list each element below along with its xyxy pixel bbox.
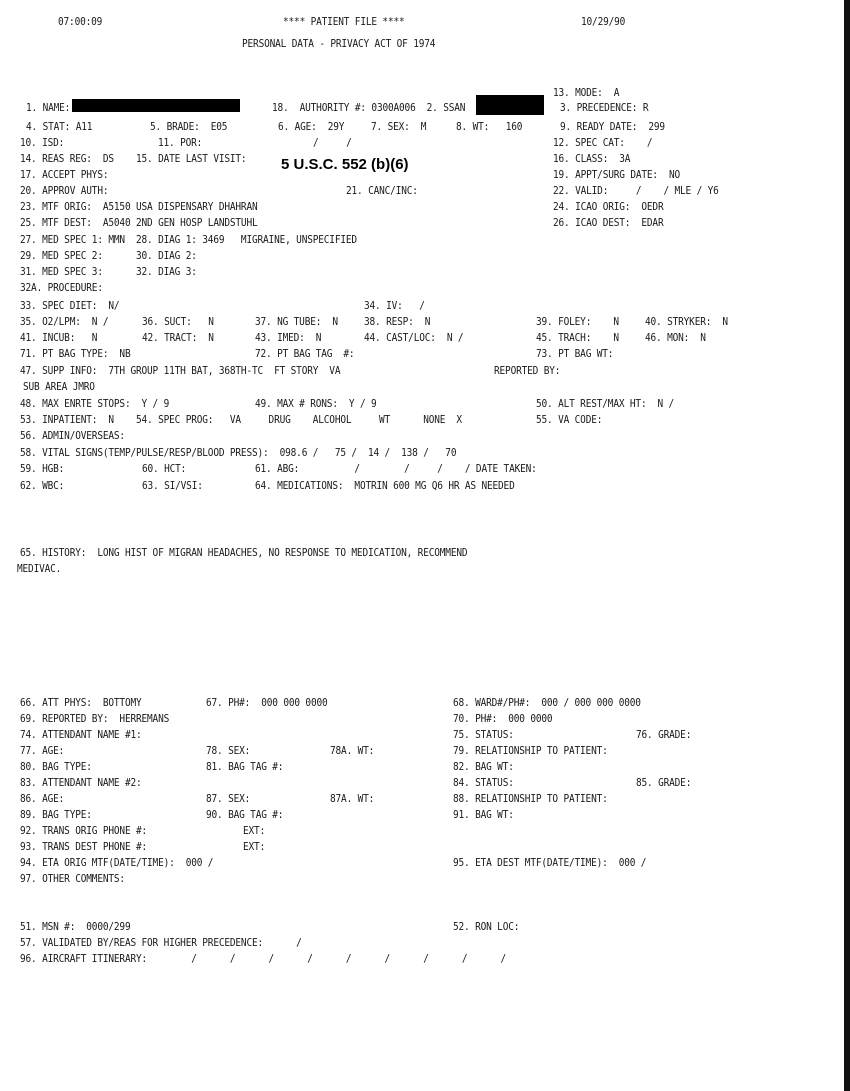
form-field-line: 86. AGE: — [20, 792, 65, 805]
form-field-line: 67. PH#: 000 000 0000 — [206, 696, 328, 709]
form-field-line: 79. RELATIONSHIP TO PATIENT: — [453, 744, 608, 757]
form-field-line: 45. TRACH: N — [536, 331, 619, 344]
form-field-line: 72. PT BAG TAG #: — [255, 347, 355, 360]
form-field-line: 65. HISTORY: LONG HIST OF MIGRAN HEADACHES, NO RESPONSE TO MEDICATION, RECOMMEND — [20, 546, 468, 559]
form-field-line: 64. MEDICATIONS: MOTRIN 600 MG Q6 HR AS NEEDED — [255, 479, 515, 492]
form-field-line: 48. MAX ENRTE STOPS: Y / 9 — [20, 397, 170, 410]
form-field-line: EXT: — [243, 840, 266, 853]
form-field-line: 21. CANC/INC: — [346, 184, 418, 197]
name-redaction — [72, 99, 240, 112]
form-field-line: 19. APPT/SURG DATE: NO — [553, 168, 681, 181]
header-title: **** PATIENT FILE **** — [283, 15, 405, 28]
form-field-line: 78A. WT: — [330, 744, 375, 757]
form-field-line: 88. RELATIONSHIP TO PATIENT: — [453, 792, 608, 805]
form-field-line: SUB AREA JMRO — [23, 380, 95, 393]
form-field-line: EXT: — [243, 824, 266, 837]
form-field-line: 95. ETA DEST MTF(DATE/TIME): 000 / — [453, 856, 647, 869]
form-field-line: 81. BAG TAG #: — [206, 760, 284, 773]
form-field-line: 3. PRECEDENCE: R — [560, 101, 649, 114]
form-field-line: 62. WBC: — [20, 479, 65, 492]
form-field-line: 74. ATTENDANT NAME #1: — [20, 728, 142, 741]
form-field-line: 85. GRADE: — [636, 776, 692, 789]
form-field-line: 84. STATUS: — [453, 776, 514, 789]
form-field-line: 73. PT BAG WT: — [536, 347, 614, 360]
form-field-line: 51. MSN #: 0000/299 — [20, 920, 131, 933]
form-field-line: 25. MTF DEST: A5040 2ND GEN HOSP LANDSTUHL — [20, 216, 258, 229]
form-field-line: / / — [313, 136, 352, 149]
form-field-line: 55. VA CODE: — [536, 413, 603, 426]
form-field-line: 83. ATTENDANT NAME #2: — [20, 776, 142, 789]
form-field-line: 17. ACCEPT PHYS: — [20, 168, 109, 181]
form-field-line: 36. SUCT: N — [142, 315, 214, 328]
form-field-line: REPORTED BY: — [494, 364, 561, 377]
form-field-line: 33. SPEC DIET: N/ — [20, 299, 120, 312]
form-field-line: 42. TRACT: N — [142, 331, 214, 344]
form-field-line: 34. IV: / — [364, 299, 425, 312]
form-field-line: 57. VALIDATED BY/REAS FOR HIGHER PRECEDENCE: / — [20, 936, 302, 949]
form-field-line: 80. BAG TYPE: — [20, 760, 92, 773]
form-field-line: 40. STRYKER: N — [645, 315, 728, 328]
form-field-line: 91. BAG WT: — [453, 808, 514, 821]
form-field-line: 31. MED SPEC 3: 32. DIAG 3: — [20, 265, 197, 278]
form-field-line: 70. PH#: 000 0000 — [453, 712, 553, 725]
form-field-line: 20. APPROV AUTH: — [20, 184, 109, 197]
form-field-line: 38. RESP: N — [364, 315, 431, 328]
form-field-line: 24. ICAO ORIG: OEDR — [553, 200, 664, 213]
header-date: 10/29/90 — [581, 15, 626, 28]
form-field-line: 78. SEX: — [206, 744, 251, 757]
form-field-line: 27. MED SPEC 1: MMN 28. DIAG 1: 3469 MIGRAINE, UNSPECIFIED — [20, 233, 357, 246]
form-field-line: 37. NG TUBE: N — [255, 315, 338, 328]
form-field-line: 68. WARD#/PH#: 000 / 000 000 0000 — [453, 696, 641, 709]
form-field-line: 41. INCUB: N — [20, 331, 98, 344]
form-field-line: 75. STATUS: — [453, 728, 514, 741]
form-field-line: 18. AUTHORITY #: 0300A006 2. SSAN — [272, 101, 466, 114]
privacy-exemption-stamp: 5 U.S.C. 552 (b)(6) — [281, 156, 409, 173]
form-field-line: 23. MTF ORIG: A5150 USA DISPENSARY DHAHRAN — [20, 200, 258, 213]
form-field-line: 90. BAG TAG #: — [206, 808, 284, 821]
form-field-line: 35. O2/LPM: N / — [20, 315, 109, 328]
form-field-line: 77. AGE: — [20, 744, 65, 757]
form-field-line: 22. VALID: / / MLE / Y6 — [553, 184, 719, 197]
form-field-line: 97. OTHER COMMENTS: — [20, 872, 125, 885]
form-field-line: 92. TRANS ORIG PHONE #: — [20, 824, 148, 837]
form-field-line: 16. CLASS: 3A — [553, 152, 631, 165]
form-field-line: 69. REPORTED BY: HERREMANS — [20, 712, 170, 725]
form-field-line: 82. BAG WT: — [453, 760, 514, 773]
form-field-line: 56. ADMIN/OVERSEAS: — [20, 429, 125, 442]
form-field-line: 5. BRADE: E05 — [150, 120, 228, 133]
form-field-line: 87. SEX: — [206, 792, 251, 805]
form-field-line: 8. WT: 160 — [456, 120, 523, 133]
form-field-line: 94. ETA ORIG MTF(DATE/TIME): 000 / — [20, 856, 214, 869]
form-field-line: 29. MED SPEC 2: 30. DIAG 2: — [20, 249, 197, 262]
form-field-line: 60. HCT: — [142, 462, 187, 475]
form-field-line: 66. ATT PHYS: BOTTOMY — [20, 696, 142, 709]
form-field-line: 59. HGB: — [20, 462, 65, 475]
form-field-line: 12. SPEC CAT: / — [553, 136, 653, 149]
form-field-line: 43. IMED: N — [255, 331, 322, 344]
form-field-line: 1. NAME: — [26, 101, 71, 114]
form-field-line: 89. BAG TYPE: — [20, 808, 92, 821]
form-field-line: 13. MODE: A — [553, 86, 620, 99]
form-field-line: 7. SEX: M — [371, 120, 427, 133]
ssan-redaction — [476, 95, 544, 115]
form-field-line: MEDIVAC. — [17, 562, 62, 575]
page-edge-border — [844, 0, 850, 1091]
form-field-line: 4. STAT: A11 — [26, 120, 93, 133]
form-field-line: 58. VITAL SIGNS(TEMP/PULSE/RESP/BLOOD PRESS): 098.6 / 75 / 14 / 138 / 70 — [20, 446, 457, 459]
form-field-line: 46. MON: N — [645, 331, 706, 344]
form-field-line: 96. AIRCRAFT ITINERARY: / / / / / / / / / — [20, 952, 507, 965]
form-field-line: 71. PT BAG TYPE: NB — [20, 347, 131, 360]
form-field-line: 26. ICAO DEST: EDAR — [553, 216, 664, 229]
form-field-line: 39. FOLEY: N — [536, 315, 619, 328]
form-field-line: 32A. PROCEDURE: — [20, 281, 103, 294]
form-field-line: 49. MAX # RONS: Y / 9 — [255, 397, 377, 410]
form-field-line: 44. CAST/LOC: N / — [364, 331, 464, 344]
form-field-line: 47. SUPP INFO: 7TH GROUP 11TH BAT, 368TH-TC FT STORY VA — [20, 364, 341, 377]
form-field-line: 63. SI/VSI: — [142, 479, 203, 492]
form-field-line: 11. POR: — [158, 136, 203, 149]
form-field-line: 6. AGE: 29Y — [278, 120, 345, 133]
form-field-line: 76. GRADE: — [636, 728, 692, 741]
form-field-line: 10. ISD: — [20, 136, 65, 149]
header-time: 07:00:09 — [58, 15, 103, 28]
form-field-line: 61. ABG: / / / / DATE TAKEN: — [255, 462, 537, 475]
form-field-line: 9. READY DATE: 299 — [560, 120, 665, 133]
form-field-line: 53. INPATIENT: N 54. SPEC PROG: VA DRUG ALCOHOL WT NONE X — [20, 413, 462, 426]
header-subtitle: PERSONAL DATA - PRIVACY ACT OF 1974 — [242, 37, 436, 50]
form-field-line: 52. RON LOC: — [453, 920, 520, 933]
form-field-line: 93. TRANS DEST PHONE #: — [20, 840, 148, 853]
form-field-line: 50. ALT REST/MAX HT: N / — [536, 397, 675, 410]
form-field-line: 87A. WT: — [330, 792, 375, 805]
form-field-line: 14. REAS REG: DS 15. DATE LAST VISIT: — [20, 152, 247, 165]
